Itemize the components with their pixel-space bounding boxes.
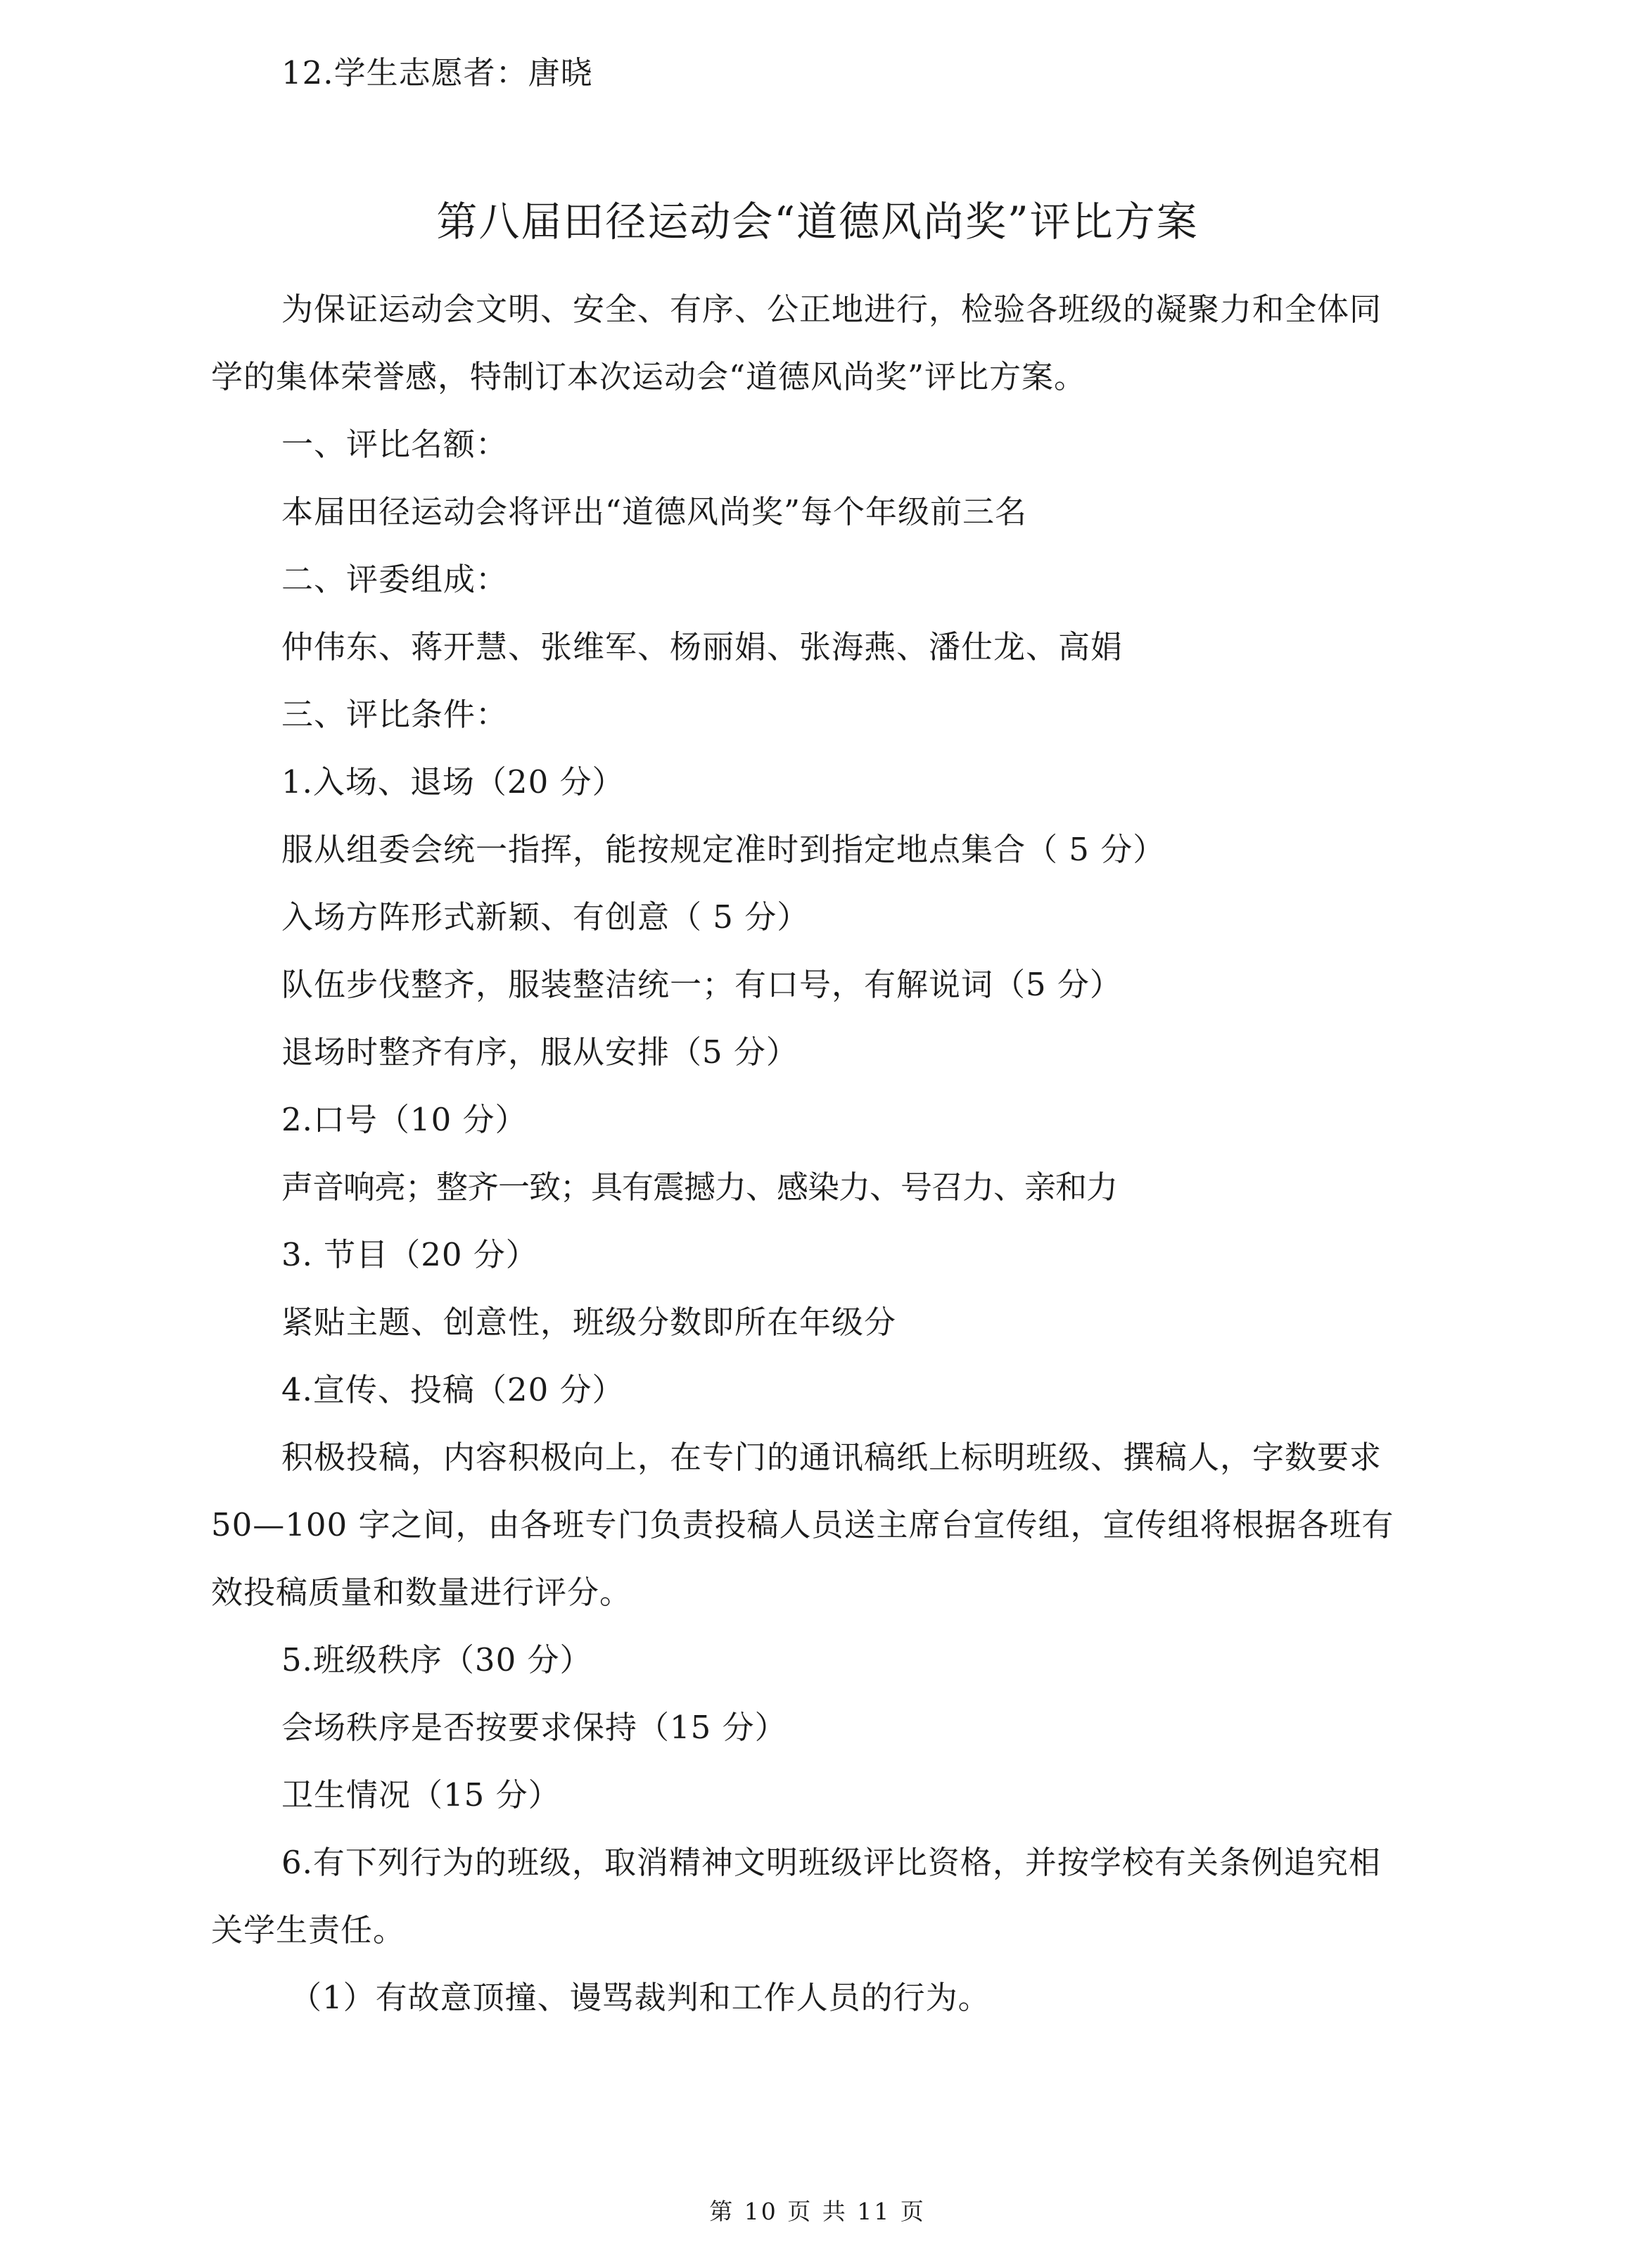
section-3-heading: 三、评比条件： <box>281 696 509 733</box>
item-1-heading: 1.入场、退场（20 分） <box>281 763 625 801</box>
item-2-heading: 2.口号（10 分） <box>281 1101 528 1138</box>
item-6-sub-1: （1）有故意顶撞、谩骂裁判和工作人员的行为。 <box>290 1979 991 2016</box>
section-1-text: 本届田径运动会将评出“道德风尚奖”每个年级前三名 <box>281 493 1028 530</box>
item-4-heading: 4.宣传、投稿（20 分） <box>281 1371 625 1408</box>
section-2-text: 仲伟东、蒋开慧、张维军、杨丽娟、张海燕、潘仕龙、高娟 <box>281 628 1124 665</box>
page-number-footer: 第 10 页 共 11 页 <box>709 2198 926 2225</box>
item-5-line-2: 卫生情况（15 分） <box>281 1776 561 1814</box>
intro-line-1: 为保证运动会文明、安全、有序、公正地进行，检验各班级的凝聚力和全体同 <box>281 291 1382 328</box>
item-4-line-1: 积极投稿，内容积极向上，在专门的通讯稿纸上标明班级、撰稿人，字数要求 <box>281 1439 1382 1476</box>
intro-line-2: 学的集体荣誉感，特制订本次运动会“道德风尚奖”评比方案。 <box>211 358 1087 395</box>
item-6-line-2: 关学生责任。 <box>211 1911 406 1949</box>
item-6-line-1: 6.有下列行为的班级，取消精神文明班级评比资格，并按学校有关条例追究相 <box>281 1844 1381 1881</box>
item-5-line-1: 会场秩序是否按要求保持（15 分） <box>281 1709 787 1746</box>
item-2-text: 声音响亮；整齐一致；具有震撼力、感染力、号召力、亲和力 <box>281 1168 1118 1206</box>
item-1-line: 队伍步伐整齐，服装整洁统一；有口号，有解说词（5 分） <box>281 966 1122 1003</box>
item-1-line: 入场方阵形式新颖、有创意（ 5 分） <box>281 898 810 936</box>
item-4-line-3: 效投稿质量和数量进行评分。 <box>211 1574 632 1611</box>
section-1-heading: 一、评比名额： <box>281 426 509 463</box>
item-1-line: 退场时整齐有序，服从安排（5 分） <box>281 1033 799 1071</box>
item-3-heading: 3. 节目（20 分） <box>281 1236 538 1273</box>
section-2-heading: 二、评委组成： <box>281 561 509 598</box>
item-4-line-2: 50—100 字之间，由各班专门负责投稿人员送主席台宣传组，宣传组将根据各班有 <box>211 1506 1394 1543</box>
document-title: 第八届田径运动会“道德风尚奖”评比方案 <box>436 198 1199 246</box>
item-5-heading: 5.班级秩序（30 分） <box>281 1641 592 1678</box>
volunteer-note: 12.学生志愿者：唐晓 <box>281 54 593 91</box>
item-3-text: 紧贴主题、创意性，班级分数即所在年级分 <box>281 1304 897 1341</box>
item-1-line: 服从组委会统一指挥，能按规定准时到指定地点集合（ 5 分） <box>281 831 1166 868</box>
